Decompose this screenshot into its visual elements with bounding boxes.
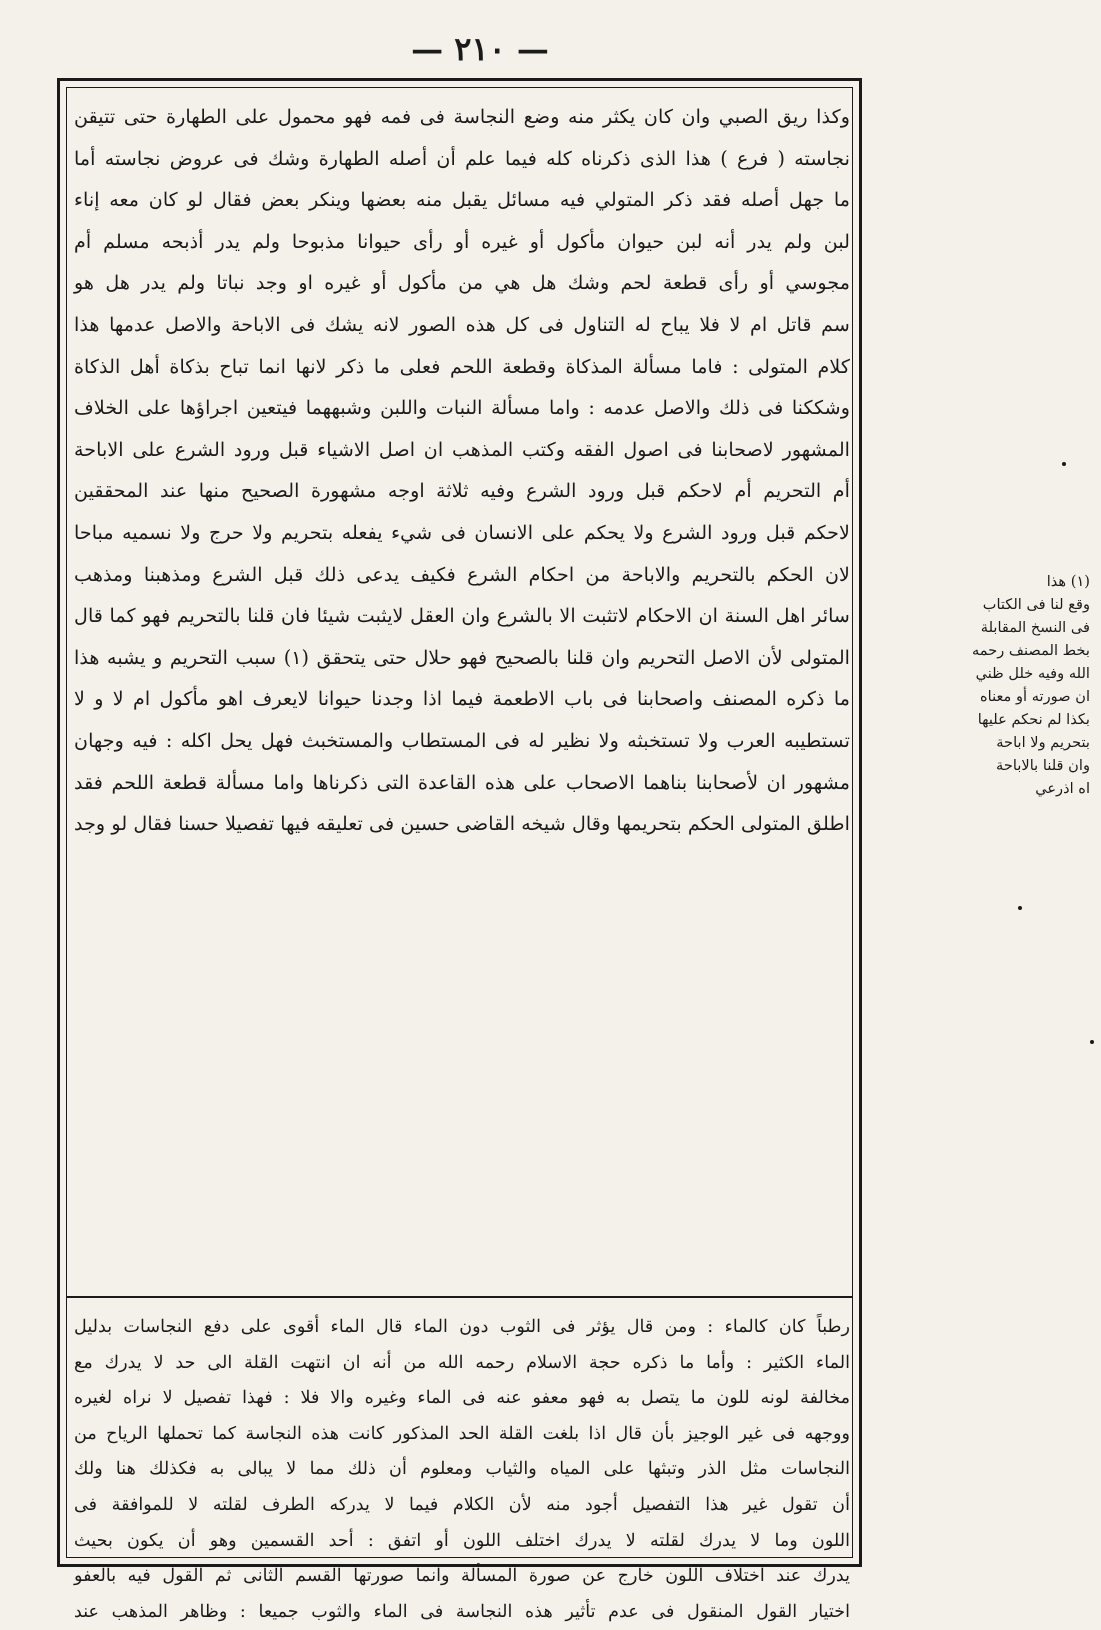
- margin-note-line: فى النسخ المقابلة: [980, 619, 1090, 636]
- page-number: — ٢١٠ —: [411, 30, 549, 68]
- scan-speck: [1062, 462, 1066, 466]
- margin-note-line: بخط المصنف رحمه: [971, 642, 1090, 659]
- footnote-line: مخالفة لونه للون ما يتصل به فهو معفو عنه فى الماء وغيره والا فلا : فهذا تفصيل لا نراه لغيره: [74, 1388, 850, 1409]
- section-divider: [66, 1296, 853, 1298]
- footnote-line: اختيار القول المنقول فى عدم تأثير هذه النجاسة فى الماء والثوب جميعا : وظاهر المذهب عند: [74, 1601, 850, 1622]
- margin-note: [868, 570, 1090, 910]
- main-text-line: تستطيبه العرب ولا تستخبثه ولا نظير له فى المستطاب والمستخبث فهل يحل اكله : فيه وجهان: [74, 728, 850, 752]
- main-text-line: المتولى لأن الاصل التحريم وان قلنا بالصحيح فهو حلال حتى يتحقق (١) سبب التحريم و يشبه هذا: [74, 645, 851, 669]
- main-text-line: لاحكم قبل ورود الشرع ولا يحكم على الانسان فى شيء يفعله بتحريم ولا حرج ولا نسميه مباحا: [74, 520, 850, 544]
- footnote-line: رطباً كان كالماء : ومن قال يؤثر فى الثوب دون الماء قال الماء أقوى على دفع النجاسات بدليل: [74, 1317, 850, 1337]
- footnote-line: أن تقول غير هذا التفصيل أجود منه لأن الكلام فيما لا يدركه الطرف لقلته لا للموافقة فى: [74, 1494, 850, 1515]
- scan-speck: [1090, 1040, 1094, 1044]
- main-text-line: اطلق المتولى الحكم بتحريمها وقال شيخه القاضى حسين فى تعليقه فيها تفصيلا حسنا فقال لو وجد: [74, 812, 850, 836]
- main-text-block: [74, 96, 850, 1286]
- margin-note-line: بكذا لم نحكم عليها: [977, 711, 1090, 728]
- footnote-line: اللون وما لا يدرك لقلته لا يدرك اختلف اللون أو اتفق : أحد القسمين وهو أن يكون بحيث: [74, 1530, 850, 1551]
- main-text-line: وشككنا فى ذلك والاصل عدمه : واما مسألة النبات واللبن وشبههما فيتعين اجراؤها على الخلاف: [74, 396, 850, 420]
- margin-note-line: بتحريم ولا اباحة: [996, 734, 1090, 751]
- main-text-line: ما جهل أصله فقد ذكر المتولي فيه مسائل يقبل منه بعضها وينكر بعض فقال لو كان معه إناء: [74, 188, 850, 212]
- main-text-line: لان الحكم بالتحريم والاباحة من احكام الشرع فكيف يدعى ذلك قبل الشرع ومذهبنا ومذهب: [74, 562, 850, 586]
- margin-note-line: ان صورته أو معناه: [979, 688, 1090, 705]
- main-text-line: أم التحريم أم لاحكم قبل ورود الشرع وفيه ثلاثة اوجه مشهورة الصحيح منها عند المحققين: [74, 479, 850, 503]
- main-text-line: مجوسي أو رأى قطعة لحم وشك هل هي من مأكول أو غيره او وجد نباتا ولم يدر هل هو: [74, 271, 850, 295]
- footnote-line: ووجهه فى غير الوجيز بأن قال اذا بلغت القلة الحد المذكور كانت هذه النجاسة كما تحملها الرياح من: [74, 1423, 850, 1444]
- main-text-line: كلام المتولى : فاما مسألة المذكاة وقطعة اللحم فعلى ما ذكر لانها انما تباح بذكاة أهل الذكاة: [74, 354, 850, 378]
- margin-note-line: وقع لنا فى الكتاب: [982, 596, 1090, 613]
- margin-note-line: اه اذرعي: [1035, 780, 1090, 797]
- main-text-line: لبن ولم يدر أنه لبن حيوان مأكول أو غيره أو رأى حيوانا مذبوحا ولم يدر أذبحه مسلم أم: [74, 229, 850, 253]
- margin-note-line: الله وفيه خلل ظني: [975, 665, 1090, 682]
- main-text-line: مشهور ان لأصحابنا بناهما الاصحاب على هذه القاعدة التى ذكرناها واما مسألة قطعة اللحم فقد: [74, 770, 850, 794]
- footnote-line: الماء الكثير : وأما ما ذكره حجة الاسلام رحمه الله من أنه ان انتهت القلة الى حد لا يدرك مع: [74, 1352, 850, 1373]
- main-text-line: سائر اهل السنة ان الاحكام لاتثبت الا بالشرع وان العقل لايثبت شيئا فان قلنا بالتحريم فهو كما قال: [74, 604, 850, 628]
- margin-note-line: وان قلنا بالاباحة: [996, 757, 1090, 774]
- footnote-line: يدرك عند اختلاف اللون خارج عن صورة المسألة وانما صورتها القسم الثانى ثم القول فيه بالعفو: [74, 1566, 850, 1587]
- footnote-line: النجاسات مثل الذر وتبثها على المياه والثياب ومعلوم أن ذلك مما لا يبالى به فكذلك هنا ولك: [74, 1459, 850, 1480]
- main-text-line: وكذا ريق الصبي وان كان يكثر منه وضع النجاسة فى فمه فهو محمول على الطهارة حتى تتيقن: [74, 105, 850, 128]
- scan-speck: [1018, 906, 1022, 910]
- main-text-line: ما ذكره المصنف واصحابنا فى باب الاطعمة فيما اذا وجدنا حيوانا لايعرف اهو مأكول ام لا و لا: [74, 687, 850, 711]
- footnote-text-block: [74, 1310, 850, 1622]
- margin-note-line: (١) هذا: [1046, 573, 1090, 590]
- main-text-line: المشهور لاصحابنا فى اصول الفقه وكتب المذهب ان اصل الاشياء قبل ورود الشرع على الاباحة: [74, 437, 850, 461]
- main-text-line: نجاسته ( فرع ) هذا الذى ذكرناه كله فيما علم أن أصله الطهارة وشك فى عروض نجاسته أما: [74, 146, 850, 170]
- main-text-line: سم قاتل ام لا فلا يباح له التناول فى كل هذه الصور لانه يشك فى الاباحة والاصل عدمها هذا: [74, 312, 850, 336]
